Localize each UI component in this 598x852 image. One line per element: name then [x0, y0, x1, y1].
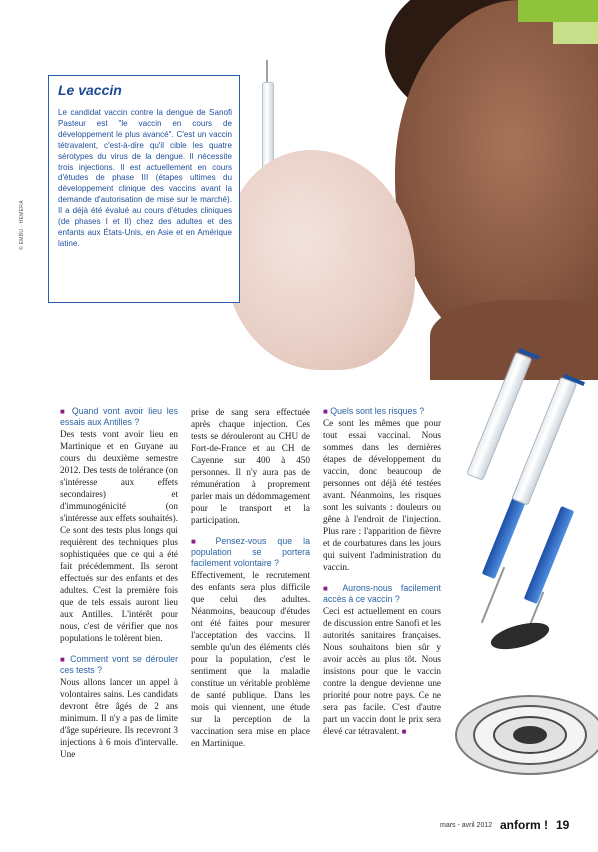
answer-paragraph: Nous allons lancer un appel à volontaires sains. Les candidats devront être âgés de 2 ans minimum. Il n'y a pas de limite d'âge supérieure. Ils recevront 3 injections à 6 mois d'intervalle. Une [60, 677, 178, 759]
question-heading [191, 536, 310, 569]
issue-date: mars - avril 2012 [440, 822, 493, 829]
target-icon [455, 640, 598, 790]
answer-paragraph [323, 605, 441, 738]
vaccine-info-box [48, 75, 240, 303]
article-column-3 [323, 406, 441, 748]
answer-paragraph: Effectivement, le recrutement des enfants sera plus difficile que celui des adultes. Néanmoins, beaucoup d'études ont été faites pour mesurer l'acceptation des vaccins. Il semble qu'un des éléments clés pour la population, c'est le sentiment que la maladie constitue un véritable problème de santé publique. Dans les mois qui viennent, une étude sur la perception de la vaccination sera mise en place en Martinique. [191, 570, 310, 748]
magazine-brand: anform ! [500, 818, 548, 832]
hand-image [225, 150, 415, 370]
photo-credit: © EMBU · HEMERA [19, 200, 25, 250]
needle-icon [266, 60, 268, 84]
question-heading [60, 406, 178, 428]
question-text: Pensez-vous que la population se portera facilement volontaire ? [191, 536, 310, 568]
question-heading [323, 406, 441, 417]
corner-accent-light [553, 22, 598, 44]
answer-text: Ceci est actuellement en cours de discussion entre Sanofi et les autorités sanitaires françaises. Nous souhaitons bien sûr y avoir accès au plus tôt. Nous insistons pour que le vaccin contre la dengue devienne une priorité pour notre pays. Ce ne sera pas facile. C'est d'autre part un vaccin dont le prix sera élevé car tétravalent. [323, 606, 441, 736]
question-heading [60, 654, 178, 676]
bullet-icon: ■ [323, 407, 328, 416]
vaccine-box-text: Le candidat vaccin contre la dengue de Sanofi Pasteur est "le vaccin en cours de développement le plus avancé". C'est un vaccin tétravalent, c'est-à-dire qu'il cible les quatre sérotypes du virus de la dengue. Il nécessite trois injections. Il est actuellement en cours d'études de phase III (étapes ultimes du développement clinique des vaccins avant la demande d'autorisation de mise sur le marché). Il a déjà été évalué au cours d'études cliniques (de phases I et II) chez des adultes et des enfants aux États-Unis, en Asie et en Amérique latine. [58, 108, 232, 248]
end-bullet-icon: ■ [401, 727, 407, 736]
question-text: Comment vont se dérouler ces tests ? [60, 654, 178, 675]
vaccine-box-title: Le vaccin [58, 82, 122, 98]
question-text: Aurons-nous facilement accès à ce vaccin ? [323, 583, 441, 604]
article-column-1 [60, 406, 178, 770]
bullet-icon: ■ [60, 655, 67, 664]
syringe-fill [524, 506, 574, 604]
bullet-icon: ■ [191, 537, 205, 546]
bullet-icon: ■ [323, 584, 335, 593]
answer-paragraph: prise de sang sera effectuée après chaque injection. Ces tests se dérouleront au CHU de Fort-de-France et au CH de Cayenne sur 400 à 450 personnes. Il n'y aura pas de rémunération à proprement parler mais un dédommagement pour le transport et la participation. [191, 407, 310, 525]
article-column-2 [191, 406, 310, 759]
page-number: 19 [556, 818, 570, 832]
answer-paragraph: Ce sont les mêmes que pour tout essai vaccinal. Nous sommes dans les dernières étapes de développement du vaccin, donc beaucoup de personnes ont déjà été testées avant. Néanmoins, les risques sont les suivants : douleurs ou gêne à l'endroit de l'injection. Plus rare : l'apparition de fièvre et de courbatures dans les jours qui suivent l'administration du vaccin. [323, 418, 441, 572]
question-heading [323, 583, 441, 605]
syringe-icon [511, 377, 577, 506]
bullet-icon: ■ [60, 407, 68, 416]
question-text: Quels sont les risques ? [330, 406, 425, 416]
corner-accent [518, 0, 598, 22]
answer-paragraph: Des tests vont avoir lieu en Martinique et en Guyane au cours du deuxième semestre 2012. Des tests de tolérance (on s'intéresse aux effets secondaires) et d'immunogénicité (on s'intéresse aux effets souhaités). Ce sont des tests plus longs qui requièrent des techniques plus sophistiquées que ce qui a été fait précédemment. Ils seront effectués sur des enfants et des adultes. C'est la première fois que de tels essais auront lieu aux Antilles. L'intérêt pour nous, c'est de vérifier que nos populations le tolèrent bien. [60, 429, 178, 643]
question-text: Quand vont avoir lieu les essais aux Antilles ? [60, 406, 178, 427]
